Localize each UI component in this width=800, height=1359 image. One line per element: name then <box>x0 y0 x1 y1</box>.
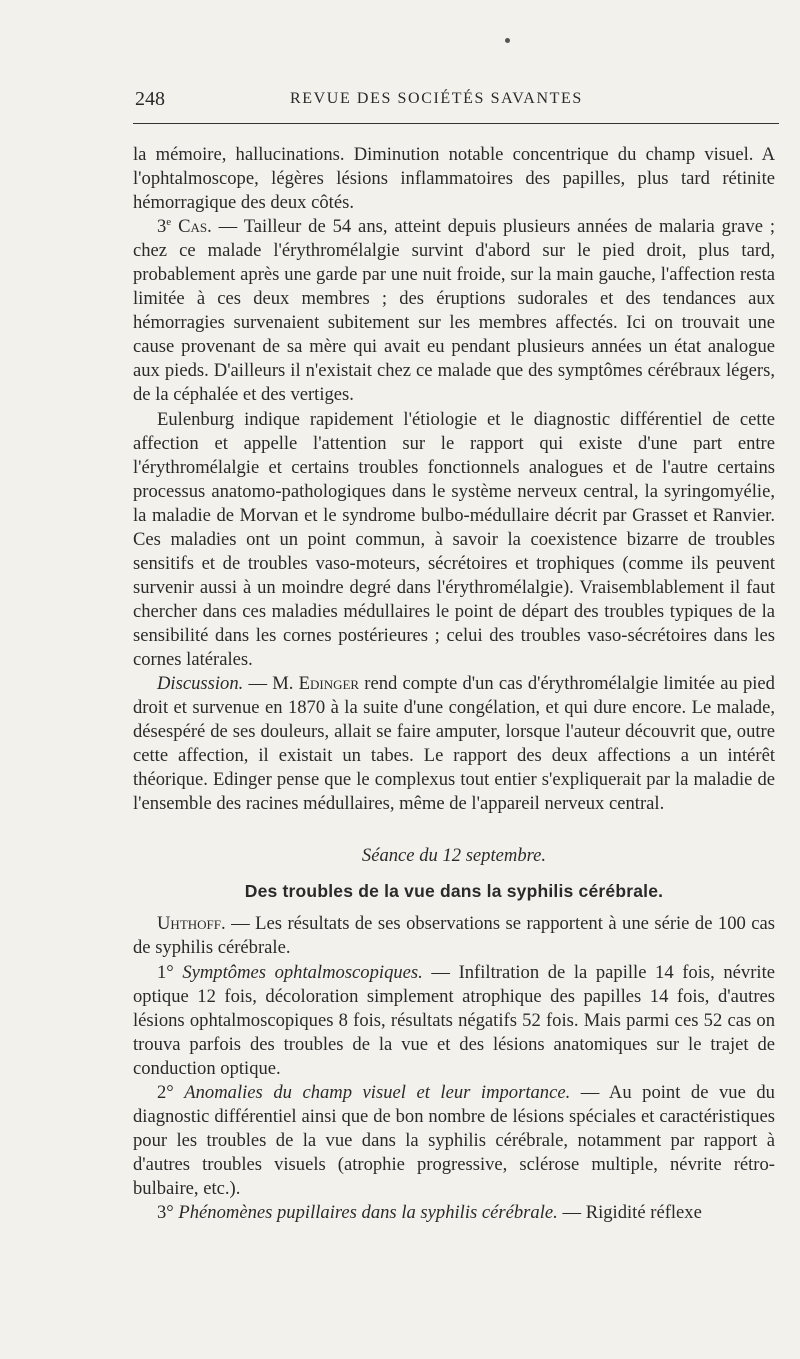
page-number: 248 <box>135 88 165 110</box>
author-name: Uhthoff. <box>157 913 226 935</box>
case-label: Cas. <box>178 216 212 238</box>
paragraph-discussion: Discussion. — M. Edinger rend compte d'un cas d'érythromélalgie limitée au pied droit et survenue en 1870 à la suite d'une congélation, et qui dure encore. Le malade, désespéré de ses douleurs, allait se faire amputer, lorsque l'auteur découvrit que, outre cette affection, il existait un tabes. Le rapport des deux affections a un intérêt théorique. Edinger pense que le complexus tout entier s'expliquerait par la maladie de l'ensemble des racines médullaires, même de l'appareil nerveux central. <box>133 673 775 815</box>
author-name: Edinger <box>298 673 360 695</box>
body-text <box>133 143 775 1225</box>
header-rule <box>133 123 779 124</box>
paragraph: Eulenburg indique rapidement l'étiologie et le diagnostic différentiel de cette affection et appelle l'attention sur le rapport qui existe d'une part entre l'érythromélalgie et certains troubles fonctionnels analogues et de l'autre certains processus anatomo-pathologiques dans le système nerveux central, la syringomyélie, la maladie de Morvan et le syndrome bulbo-médullaire décrit par Grasset et Ranvier. Ces maladies ont un point commun, à savoir la coexistence bizarre de troubles sensitifs et de troubles vaso-moteurs, sécrétoires et trophiques (comme ils peuvent survenir aussi à un moindre degré dans l'érythromélalgie). Vraisemblablement il faut chercher dans ces maladies médullaires le point de départ des troubles typiques de la sensibilité dans les cornes postérieures ; celui des troubles vaso-sécrétoires dans les cornes latérales. <box>133 408 775 670</box>
paragraph: la mémoire, hallucinations. Diminution notable concentrique du champ visuel. A l'ophtalmoscope, légères lésions inflammatoires des papilles, plus tard rétinite hémorragique des deux côtés. <box>133 144 775 214</box>
paragraph-point-2: 2° Anomalies du champ visuel et leur importance. — Au point de vue du diagnostic différentiel ainsi que de bon nombre de lésions spéciales et caractéristiques pour les troubles de la vue dans la syphilis cérébrale, notamment par rapport à d'autres troubles visuels (atrophie progressive, sclérose multiple, névrite rétro-bulbaire, etc.). <box>133 1081 775 1199</box>
paragraph-point-1: 1° Symptômes ophtalmoscopiques. — Infiltration de la papille 14 fois, névrite optique 12 fois, décoloration simplement atrophique des papilles 14 fois, d'autres lésions ophtalmoscopiques 8 fois, résultats négatifs 52 fois. Mais parmi ces 52 cas on trouva parfois des troubles de la vue et des lésions anatomiques sur le trajet de conduction optique. <box>133 961 775 1079</box>
discussion-label: Discussion. <box>157 673 244 695</box>
ink-speck <box>505 38 510 43</box>
paragraph-point-3: 3° Phénomènes pupillaires dans la syphilis cérébrale. — Rigidité réflexe <box>157 1201 702 1223</box>
paragraph-case-3: 3e Cas. — Tailleur de 54 ans, atteint depuis plusieurs années de malaria grave ; chez ce malade l'érythromélalgie survint d'abord sur le pied droit, plus tard, probablement après une garde par une nuit froide, sur la main gauche, l'affection resta limitée à ces deux membres ; des éruptions sudorales et des tendances aux hémorragies survenaient subitement sur les membres affectés. Ici on trouvait une cause provenant de sa mère qui avait eu pendant plusieurs années un état analogue aux pieds. D'ailleurs il n'existait chez ce malade que des symptômes cérébraux légers, de la céphalée et des vertiges. <box>133 215 775 406</box>
section-title: Des troubles de la vue dans la syphilis cérébrale. <box>244 881 664 902</box>
session-heading: Séance du 12 septembre. <box>361 845 547 867</box>
paragraph: Uhthoff. — Les résultats de ses observations se rapportent à une série de 100 cas de syphilis cérébrale. <box>133 913 775 959</box>
page-header <box>135 88 775 112</box>
running-title: REVUE DES SOCIÉTÉS SAVANTES <box>290 90 583 107</box>
